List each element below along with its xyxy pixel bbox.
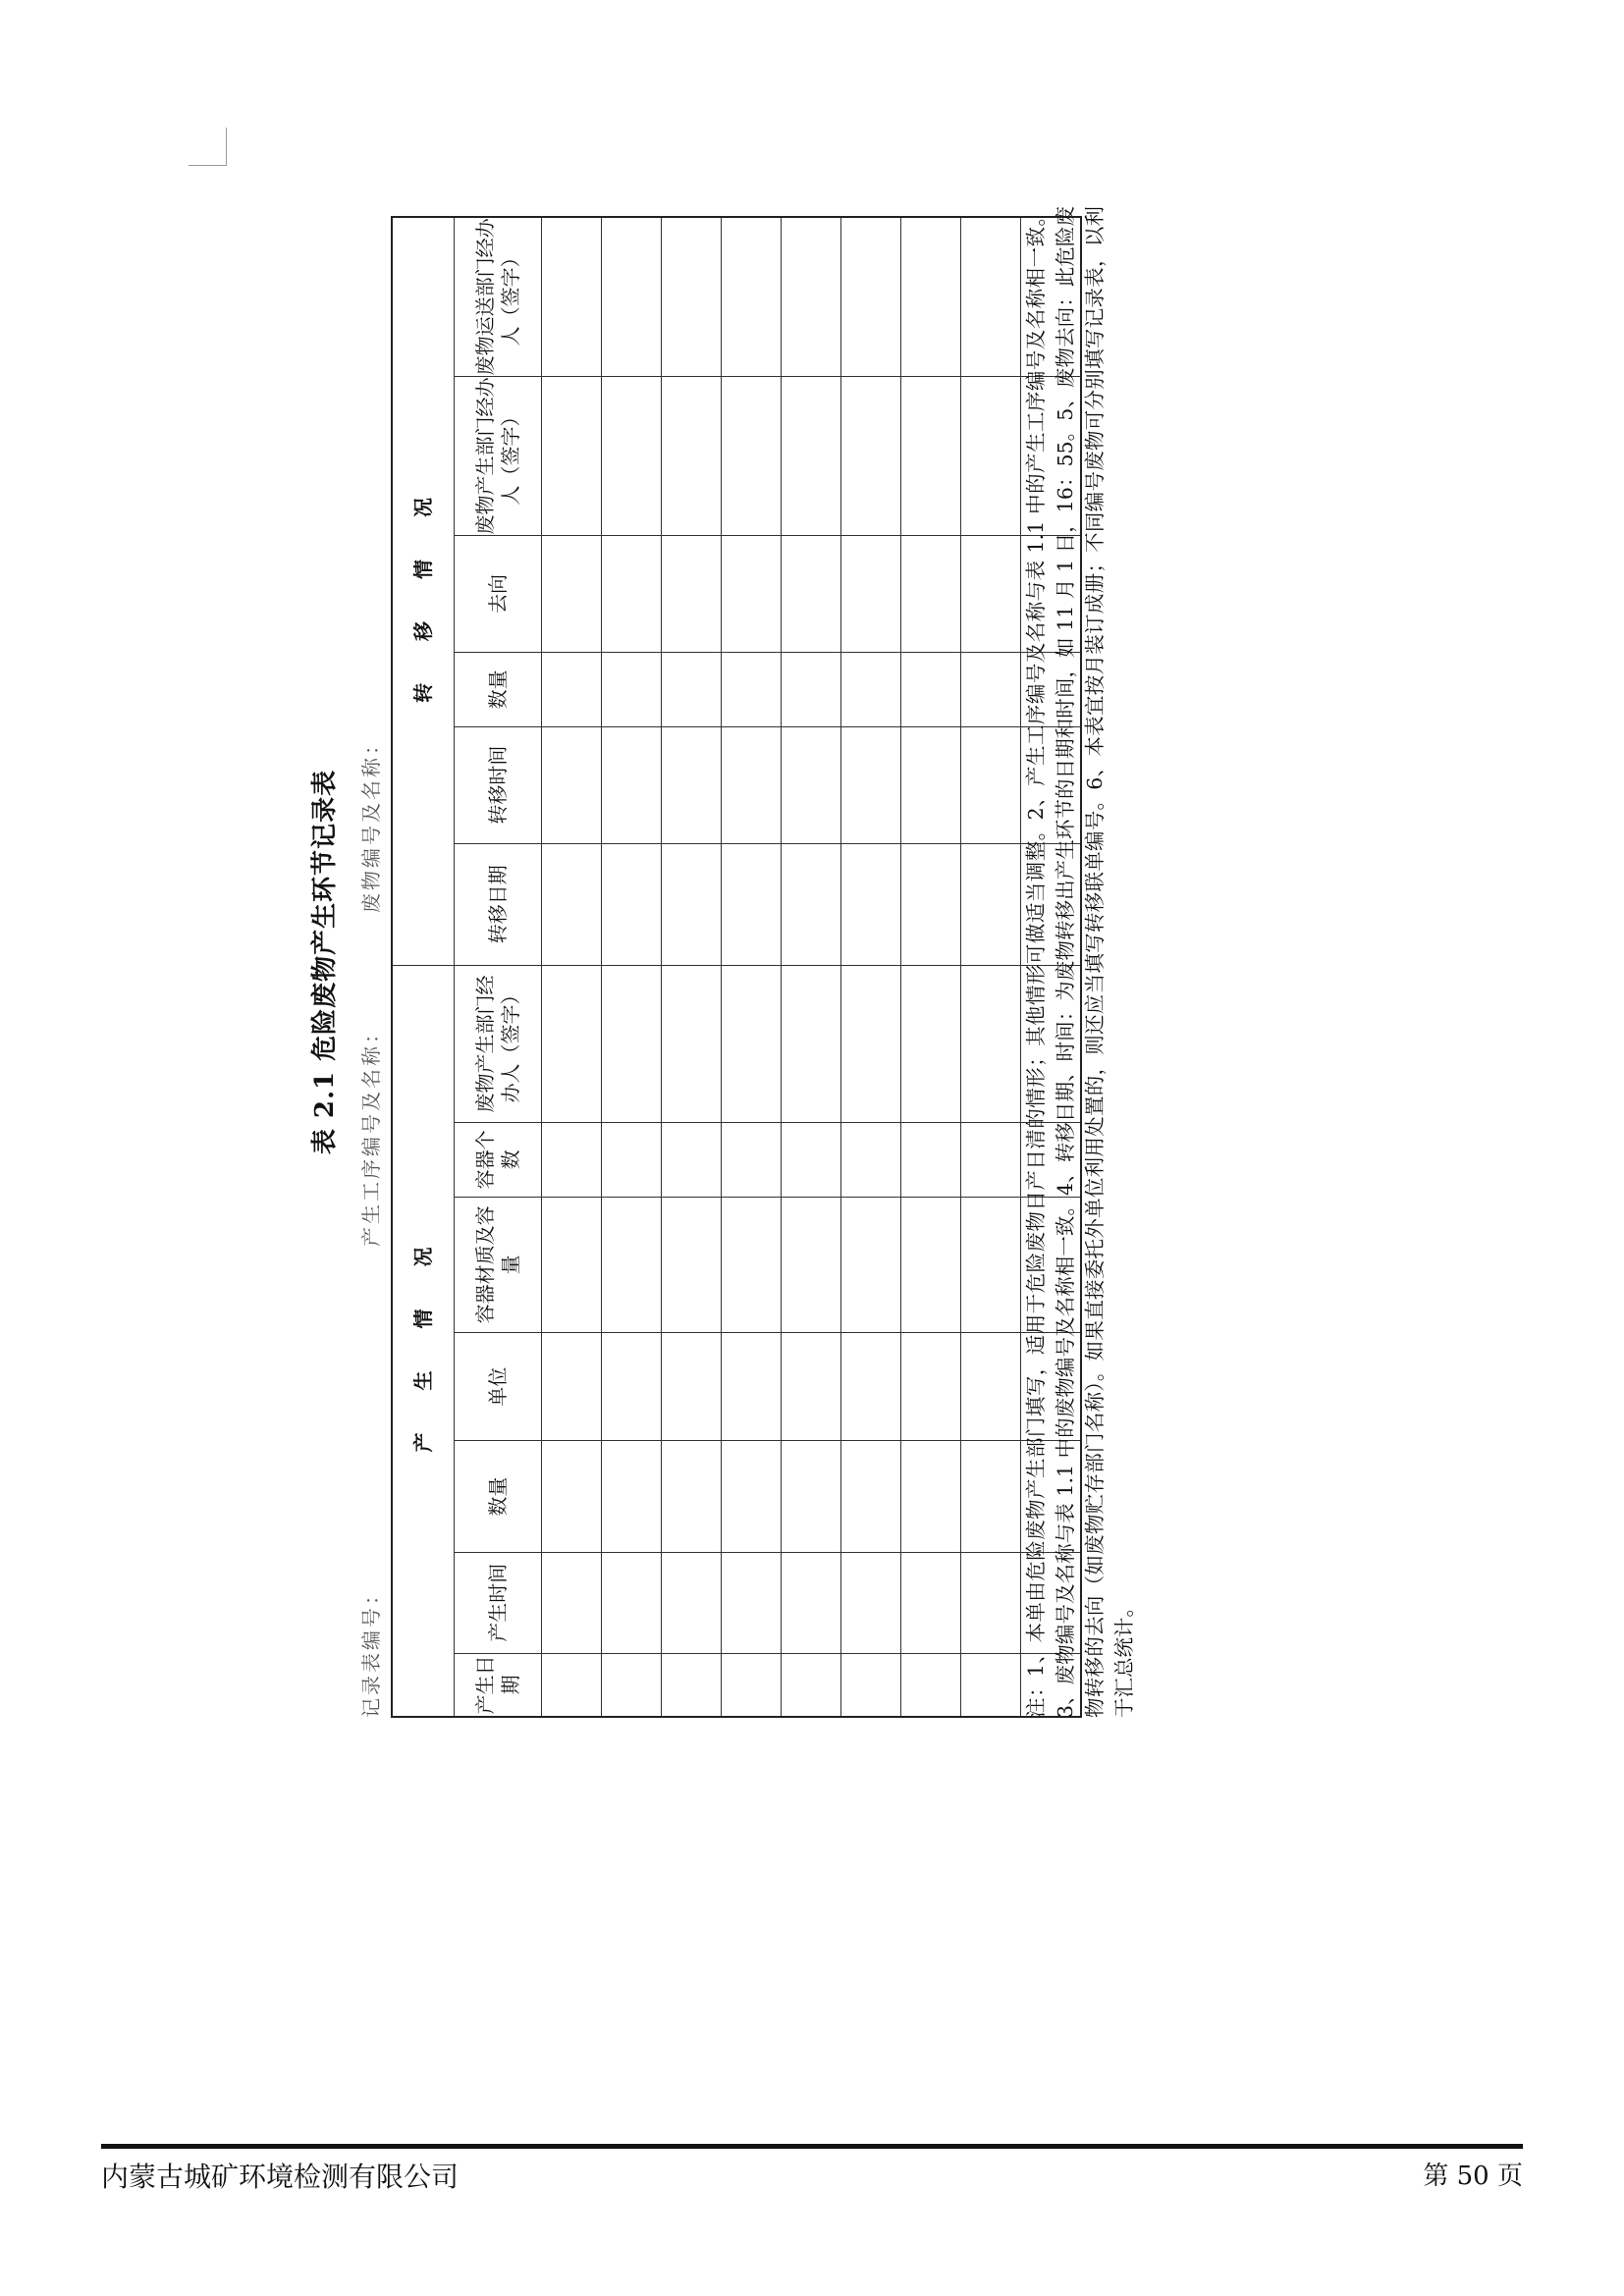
table-cell[interactable] [782,536,841,653]
table-cell[interactable] [662,1197,722,1332]
table-cell[interactable] [662,217,722,376]
table-cell[interactable] [841,376,901,535]
table-cell[interactable] [841,1197,901,1332]
column-header: 单位 [455,1333,542,1441]
table-cell[interactable] [602,1653,662,1717]
table-cell[interactable] [961,217,1021,376]
table-cell[interactable] [722,1197,782,1332]
table-cell[interactable] [542,1653,602,1717]
column-header: 容器个数 [455,1122,542,1197]
table-cell[interactable] [901,376,961,535]
table-cell[interactable] [961,843,1021,965]
rotated-table-block [295,206,1276,1718]
table-cell[interactable] [961,536,1021,653]
table-cell[interactable] [901,652,961,726]
table-cell[interactable] [722,1653,782,1717]
table-cell[interactable] [602,965,662,1122]
table-cell[interactable] [901,1197,961,1332]
table-cell[interactable] [841,1653,901,1717]
table-cell[interactable] [542,376,602,535]
table-cell[interactable] [841,536,901,653]
table-cell[interactable] [961,1552,1021,1653]
table-cell[interactable] [782,1653,841,1717]
process-label: 产生工序编号及名称： [359,1021,383,1247]
table-cell[interactable] [722,965,782,1122]
table-cell[interactable] [901,536,961,653]
footer-page-number: 第 50 页 [1423,2162,1523,2191]
table-cell[interactable] [722,1441,782,1553]
notes-text: 注：1、本单由危险废物产生部门填写，适用于危险废物日产日清的情形；其他情形可做适当调整。2、产生工序编号及名称与表 1.1 中的产生工序编号及名称相一致。3、废物编号及名称与表 1.1 中的废物编号及名称相一致。4、转移日期、时间：为废物转移出产生环节的日期和时间，如 11 月 1 日，16：55。5、废物去向：此危险废物转移的去向（如废物贮存部门名称）。如果直接委托外单位利用处置的，则还应当填写转移联单编号。6、本表宜按月装订成册；不同编号废物可分别填写记录表，以利于汇总统计。 [1024,206,1136,1718]
column-header: 产生时间 [455,1552,542,1653]
table-cell[interactable] [782,217,841,376]
table-cell[interactable] [782,1122,841,1197]
table-cell[interactable] [662,965,722,1122]
table-cell[interactable] [841,1122,901,1197]
table-cell[interactable] [662,652,722,726]
table-cell[interactable] [782,843,841,965]
table-cell[interactable] [722,652,782,726]
column-header: 废物产生部门经办人（签字） [455,376,542,535]
table-cell[interactable] [782,726,841,843]
table-cell[interactable] [901,1653,961,1717]
table-cell[interactable] [542,217,602,376]
table-cell[interactable] [722,843,782,965]
table-row [841,217,901,1717]
table-cell[interactable] [901,1441,961,1553]
table-notes [1021,206,1139,1718]
table-cell[interactable] [602,843,662,965]
table-cell[interactable] [901,1122,961,1197]
table-cell[interactable] [542,1333,602,1441]
table-cell[interactable] [662,726,722,843]
table-cell[interactable] [722,376,782,535]
table-cell[interactable] [602,217,662,376]
table-cell[interactable] [662,1653,722,1717]
column-header: 容器材质及容量 [455,1197,542,1332]
table-cell[interactable] [542,1552,602,1653]
column-header: 转移日期 [455,843,542,965]
table-cell[interactable] [961,376,1021,535]
table-cell[interactable] [901,726,961,843]
table-cell[interactable] [961,1653,1021,1717]
column-header: 数量 [455,652,542,726]
table-cell[interactable] [961,652,1021,726]
table-row [961,217,1021,1717]
column-header: 去向 [455,536,542,653]
table-cell[interactable] [722,1552,782,1653]
table-cell[interactable] [542,843,602,965]
table-cell[interactable] [782,1333,841,1441]
table-row [722,217,782,1717]
table-row [782,217,841,1717]
table-cell[interactable] [961,1122,1021,1197]
table-cell[interactable] [542,536,602,653]
column-header: 数量 [455,1441,542,1553]
table-title: 表 2.1 危险废物产生环节记录表 [310,769,340,1155]
table-cell[interactable] [901,217,961,376]
column-header: 废物产生部门经办人（签字） [455,965,542,1122]
table-cell[interactable] [542,1197,602,1332]
table-cell[interactable] [602,1552,662,1653]
table-cell[interactable] [841,1333,901,1441]
table-cell[interactable] [961,1197,1021,1332]
table-cell[interactable] [662,843,722,965]
table-row [901,217,961,1717]
table-cell[interactable] [782,652,841,726]
column-header: 产生日期 [455,1653,542,1717]
table-cell[interactable] [722,1333,782,1441]
table-cell[interactable] [841,652,901,726]
table-cell[interactable] [782,1552,841,1653]
table-cell[interactable] [722,536,782,653]
table-cell[interactable] [662,1441,722,1553]
table-cell[interactable] [602,652,662,726]
table-cell[interactable] [722,217,782,376]
table-cell[interactable] [782,965,841,1122]
table-cell[interactable] [602,1197,662,1332]
group-header-generation: 产 生 情 况 [392,965,455,1717]
table-cell[interactable] [722,1122,782,1197]
table-cell[interactable] [542,965,602,1122]
table-cell[interactable] [841,965,901,1122]
table-cell[interactable] [602,376,662,535]
column-header: 废物运送部门经办人（签字） [455,217,542,376]
table-cell[interactable] [841,1441,901,1553]
table-cell[interactable] [782,376,841,535]
record-no-label: 记录表编号： [359,1582,383,1718]
table-cell[interactable] [542,1122,602,1197]
table-cell[interactable] [602,726,662,843]
table-cell[interactable] [662,376,722,535]
table-cell[interactable] [782,1441,841,1553]
page-corner-mark [189,128,227,166]
footer-rule [101,2144,1523,2149]
table-cell[interactable] [901,1552,961,1653]
table-cell[interactable] [901,965,961,1122]
table-cell[interactable] [841,726,901,843]
table-cell[interactable] [662,1552,722,1653]
waste-label: 废物编号及名称： [359,732,383,913]
table-cell[interactable] [961,726,1021,843]
table-cell[interactable] [662,536,722,653]
table-row [602,217,662,1717]
column-header: 转移时间 [455,726,542,843]
table-cell[interactable] [901,1333,961,1441]
table-cell[interactable] [542,1441,602,1553]
table-cell[interactable] [542,652,602,726]
table-cell[interactable] [782,1197,841,1332]
table-cell[interactable] [542,726,602,843]
table-cell[interactable] [602,1333,662,1441]
table-cell[interactable] [841,843,901,965]
table-cell[interactable] [841,217,901,376]
table-cell[interactable] [662,1122,722,1197]
table-row [542,217,602,1717]
table-cell[interactable] [961,1333,1021,1441]
record-table [391,216,1082,1718]
table-cell[interactable] [662,1333,722,1441]
group-header-transfer: 转 移 情 况 [392,217,455,965]
table-cell[interactable] [841,1552,901,1653]
table-cell[interactable] [961,965,1021,1122]
table-cell[interactable] [901,843,961,965]
footer-company: 内蒙古城矿环境检测有限公司 [101,2161,460,2193]
table-row [662,217,722,1717]
table-cell[interactable] [602,536,662,653]
table-cell[interactable] [602,1122,662,1197]
table-cell[interactable] [722,726,782,843]
table-cell[interactable] [961,1441,1021,1553]
table-cell[interactable] [602,1441,662,1553]
